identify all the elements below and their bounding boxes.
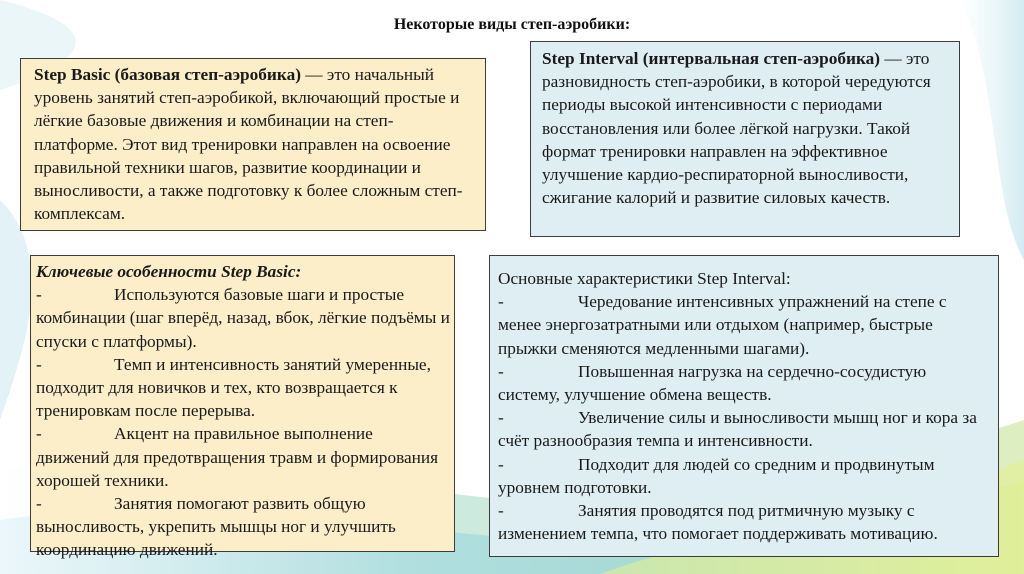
list-dash: - <box>498 408 504 428</box>
list-dash: - <box>36 285 42 305</box>
page-title: Некоторые виды степ-аэробики: <box>393 16 631 33</box>
interval-features-heading: Основные характеристики Step Interval: <box>498 269 791 288</box>
list-item <box>498 360 992 406</box>
step-interval-box <box>530 41 960 237</box>
list-item-text: Занятия помогают развить общую выносливость, укрепить мышцы ног и улучшить координацию движений. <box>36 494 396 560</box>
step-interval-description: — это разновидность степ-аэробики, в которой чередуются периоды высокой интенсивности с периодами восстановления или более лёгкой нагрузки. Такой формат тренировки направлен на эффективное улучшение кардио-респираторной выносливости, сжигание калорий и развитие силовых качеств. <box>542 49 931 208</box>
list-item-text: Используются базовые шаги и простые комбинации (шаг вперёд, назад, вбок, лёгкие подъёмы и спуски с платформы). <box>36 285 450 351</box>
step-interval-name: Step Interval (интервальная степ-аэробика) <box>542 49 881 68</box>
list-dash: - <box>36 354 42 374</box>
list-item-text: Увеличение силы и выносливости мышц ног и кора за счёт разнообразия темпа и интенсивности. <box>498 408 977 451</box>
list-item <box>498 453 992 499</box>
list-item <box>36 353 450 423</box>
list-item <box>498 406 992 452</box>
list-item-text: Чередование интенсивных упражнений на степе с менее энергозатратными или отдыхом (например, быстрые прыжки сменяются медленными шагами). <box>498 292 947 358</box>
basic-features-box <box>30 255 455 560</box>
list-dash: - <box>498 454 504 474</box>
interval-features-box <box>489 255 999 557</box>
list-item-text: Подходит для людей со средним и продвинутым уровнем подготовки. <box>498 454 935 497</box>
list-item-text: Повышенная нагрузка на сердечно-сосудистую систему, улучшение обмена веществ. <box>498 361 927 405</box>
list-item-text: Занятия проводятся под ритмичную музыку с изменением темпа, что помогает поддерживать мотивацию. <box>498 501 938 544</box>
list-item <box>36 422 450 492</box>
list-item-text: Акцент на правильное выполнение движений для предотвращения травм и формирования хорошей техники. <box>36 424 439 490</box>
list-item-text: Темп и интенсивность занятий умеренные, подходит для новичков и тех, кто возвращается к тренировкам после перерыва. <box>36 354 431 421</box>
list-dash: - <box>36 424 42 444</box>
step-interval-paragraph <box>542 47 949 209</box>
list-item <box>36 492 450 562</box>
list-dash: - <box>498 361 504 381</box>
basic-features-heading: Ключевые особенности Step Basic: <box>36 262 302 281</box>
step-basic-box <box>20 58 486 231</box>
list-dash: - <box>36 494 42 514</box>
list-item <box>36 283 450 353</box>
list-item <box>498 290 992 360</box>
step-basic-description: — это начальный уровень занятий степ-аэробикой, включающий простые и лёгкие базовые движения и комбинации на степ-платформе. Этот вид тренировки направлен на освоение правильной техники шагов, развитие координации и выносливости, а также подготовку к более сложным степ-комплексам. <box>34 65 463 224</box>
step-basic-paragraph <box>34 63 473 225</box>
list-dash: - <box>498 501 504 521</box>
step-basic-name: Step Basic (базовая степ-аэробика) <box>34 65 301 84</box>
list-item <box>498 499 992 545</box>
list-dash: - <box>498 292 504 312</box>
